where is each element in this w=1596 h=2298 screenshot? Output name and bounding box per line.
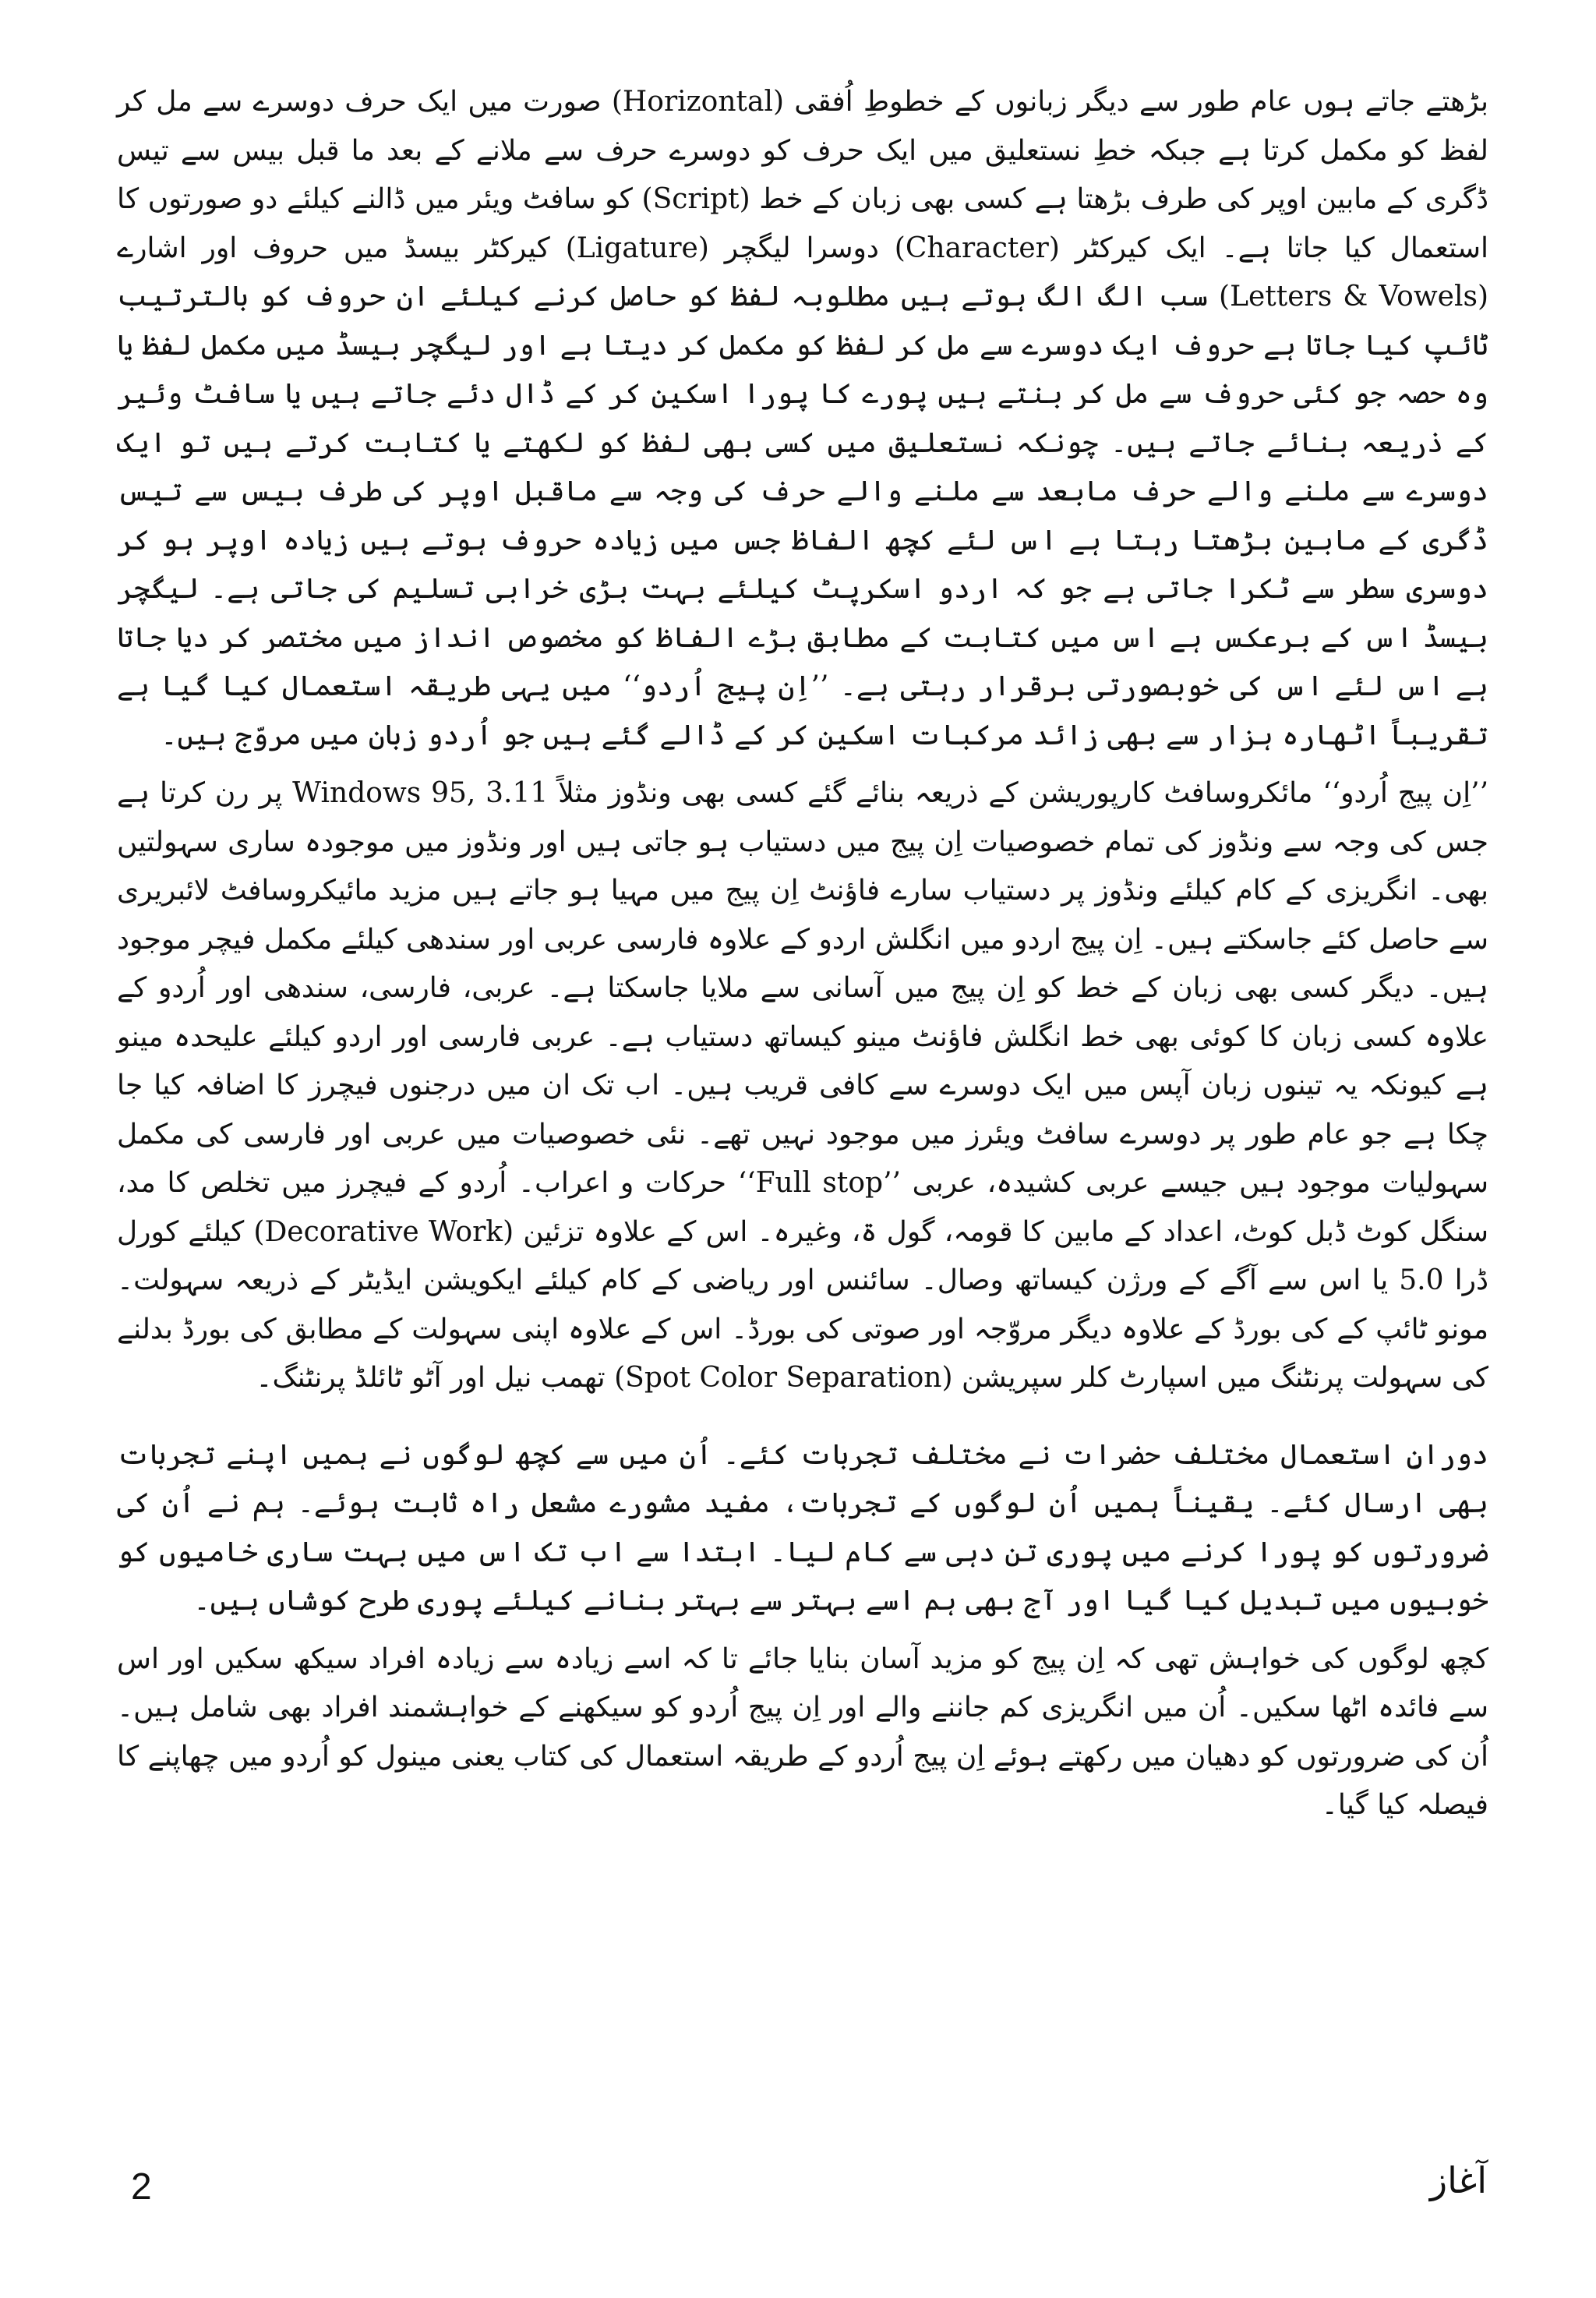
- page-body: [117, 78, 1488, 1840]
- paragraph-user-experiences: دورانِ استعمال مختلف حضرات نے مختلف تجربات کئے۔ اُن میں سے کچھ لوگوں نے ہمیں اپنے تجربات بھی ارسال کئے۔ یقیناً ہمیں اُن لوگوں کے تجربات، مفید مشورے مشعل راہ ثابت ہوئے۔ ہم نے اُن کی ضرورتوں کو پورا کرنے میں پوری تن دہی سے کام لیا۔ ابتدا سے اب تک اس میں بہت ساری خامیوں کو خوبیوں میں تبدیل کیا گیا اور آج بھی ہم اسے بہتر سے بہتر بنانے کیلئے پوری طرح کوشاں ہیں۔: [117, 1438, 1488, 1617]
- chapter-title: آغاز: [1429, 2159, 1487, 2201]
- page-number: 2: [131, 2166, 152, 2208]
- paragraph-script-methods: بڑھتے جاتے ہوں عام طور سے دیگر زبانوں کے خطوطِ اُفقی (Horizontal) صورت میں ایک حرف دوسرے سے مل کر لفظ کو مکمل کرتا ہے جبکہ خطِ نستعلیق میں ایک حرف کو دوسرے حرف سے ملانے کے بعد ما قبل بیس سے تیس ڈگری کے مابین اوپر کی طرف بڑھتا ہے کسی بھی زبان کے خط (Script) کو سافٹ ویئر میں ڈالنے کیلئے دو صورتوں کا استعمال کیا جاتا ہے۔ ایک کیرکٹر (Character) دوسرا لیگچر (Ligature) کیرکٹر بیسڈ میں حروف اور اشارے (Letters & Vowels) سب الگ الگ ہوتے ہیں مطلوبہ لفظ کو حاصل کرنے کیلئے ان حروف کو بالترتیب ٹائپ کیا جاتا ہے حروف ایک دوسرے سے مل کر لفظ کو مکمل کر دیتا ہے اور لیگچر بیسڈ میں مکمل لفظ یا وہ حصہ جو کئی حروف سے مل کر بنتے ہیں پورے کا پورا اسکین کر کے ڈال دئے جاتے ہیں یا سافٹ وئیر کے ذریعہ بنائے جاتے ہیں۔ چونکہ نستعلیق میں کسی بھی لفظ کو لکھتے یا کتابت کرتے ہیں تو ایک دوسرے سے ملنے والے حرف مابعد سے ملنے والے حرف کی وجہ سے ماقبل اوپر کی طرف بیس سے تیس ڈگری کے مابین بڑھتا رہتا ہے اس لئے کچھ الفاظ جس میں زیادہ حروف ہوتے ہیں زیادہ اوپر ہو کر دوسری سطر سے ٹکرا جاتی ہے جو کہ اردو اسکرپٹ کیلئے بہت بڑی خرابی تسلیم کی جاتی ہے۔ لیگچر بیسڈ اس کے برعکس ہے اس میں کتابت کے مطابق بڑے الفاظ کو مخصوص انداز میں مختصر کر دیا جاتا ہے اس لئے اس کی خوبصورتی برقرار رہتی ہے۔ ’’اِن پیج اُردو‘‘ میں یہی طریقہ استعمال کیا گیا ہے تقریباً اٹھارہ ہزار سے بھی زائد مرکبات اسکین کر کے ڈالے گئے ہیں جو اُردو زبان میں مروّج ہیں۔: [117, 86, 1488, 751]
- paragraph-windows-features: ’’اِن پیج اُردو‘‘ مائکروسافٹ کارپوریشن کے ذریعہ بنائے گئے کسی بھی ونڈوز مثلاً Windows 95, 3.11 پر رن کرتا ہے جس کی وجہ سے ونڈوز کی تمام خصوصیات اِن پیج میں دستیاب ہو جاتی ہیں اور ونڈوز میں موجودہ ساری سہولتیں بھی۔ انگریزی کے کام کیلئے ونڈوز پر دستیاب سارے فاؤنٹ اِن پیج میں مہیا ہو جاتے ہیں مزید مائیکروسافٹ لائبریری سے حاصل کئے جاسکتے ہیں۔ اِن پیج اردو میں انگلش اردو کے علاوہ فارسی عربی اور سندھی کیلئے مکمل فیچر موجود ہیں۔ دیگر کسی بھی زبان کے خط کو اِن پیج میں آسانی سے ملایا جاسکتا ہے۔ عربی، فارسی، سندھی اور اُردو کے علاوہ کسی زبان کا کوئی بھی خط انگلش فاؤنٹ مینو کیساتھ دستیاب ہے۔ عربی فارسی اور اردو کیلئے علیحدہ مینو ہے کیونکہ یہ تینوں زبان آپس میں ایک دوسرے سے کافی قریب ہیں۔ اب تک ان میں درجنوں فیچرز کا اضافہ کیا جا چکا ہے جو عام طور پر دوسرے سافٹ ویئرز میں موجود نہیں تھے۔ نئی خصوصیات میں عربی اور فارسی کی مکمل سہولیات موجود ہیں جیسے عربی کشیدہ، عربی ’’Full stop‘‘ حرکات و اعراب۔ اُردو کے فیچرز میں تخلص کا مد، سنگل کوٹ ڈبل کوٹ، اعداد کے مابین کا قومہ، گول ۃ، وغیرہ۔ اس کے علاوہ تزئین (Decorative Work) کیلئے کورل ڈرا 5.0 یا اس سے آگے کے ورژن کیساتھ وصال۔ سائنس اور ریاضی کے کام کیلئے ایکویشن ایڈیٹر کے ذریعہ سہولت۔ مونو ٹائپ کے کی بورڈ کے علاوہ دیگر مروّجہ اور صوتی کی بورڈ۔ اس کے علاوہ اپنی سہولت کے مطابق کی بورڈ بدلنے کی سہولت پرنٹنگ میں اسپارٹ کلر سپریشن (Spot Color Separation) تھمب نیل اور آٹو ٹائلڈ پرنٹنگ۔: [117, 777, 1489, 1394]
- paragraph-manual-decision: کچھ لوگوں کی خواہش تھی کہ اِن پیج کو مزید آسان بنایا جائے تا کہ اسے زیادہ سے زیادہ افراد سیکھ سکیں اور اس سے فائدہ اٹھا سکیں۔ اُن میں انگریزی کم جاننے والے اور اِن پیج اُردو کو سیکھنے کے خواہشمند افراد بھی شامل ہیں۔ اُن کی ضرورتوں کو دھیان میں رکھتے ہوئے اِن پیج اُردو کے طریقہ استعمال کی کتاب یعنی مینول کو اُردو میں چھاپنے کا فیصلہ کیا گیا۔: [117, 1642, 1488, 1821]
